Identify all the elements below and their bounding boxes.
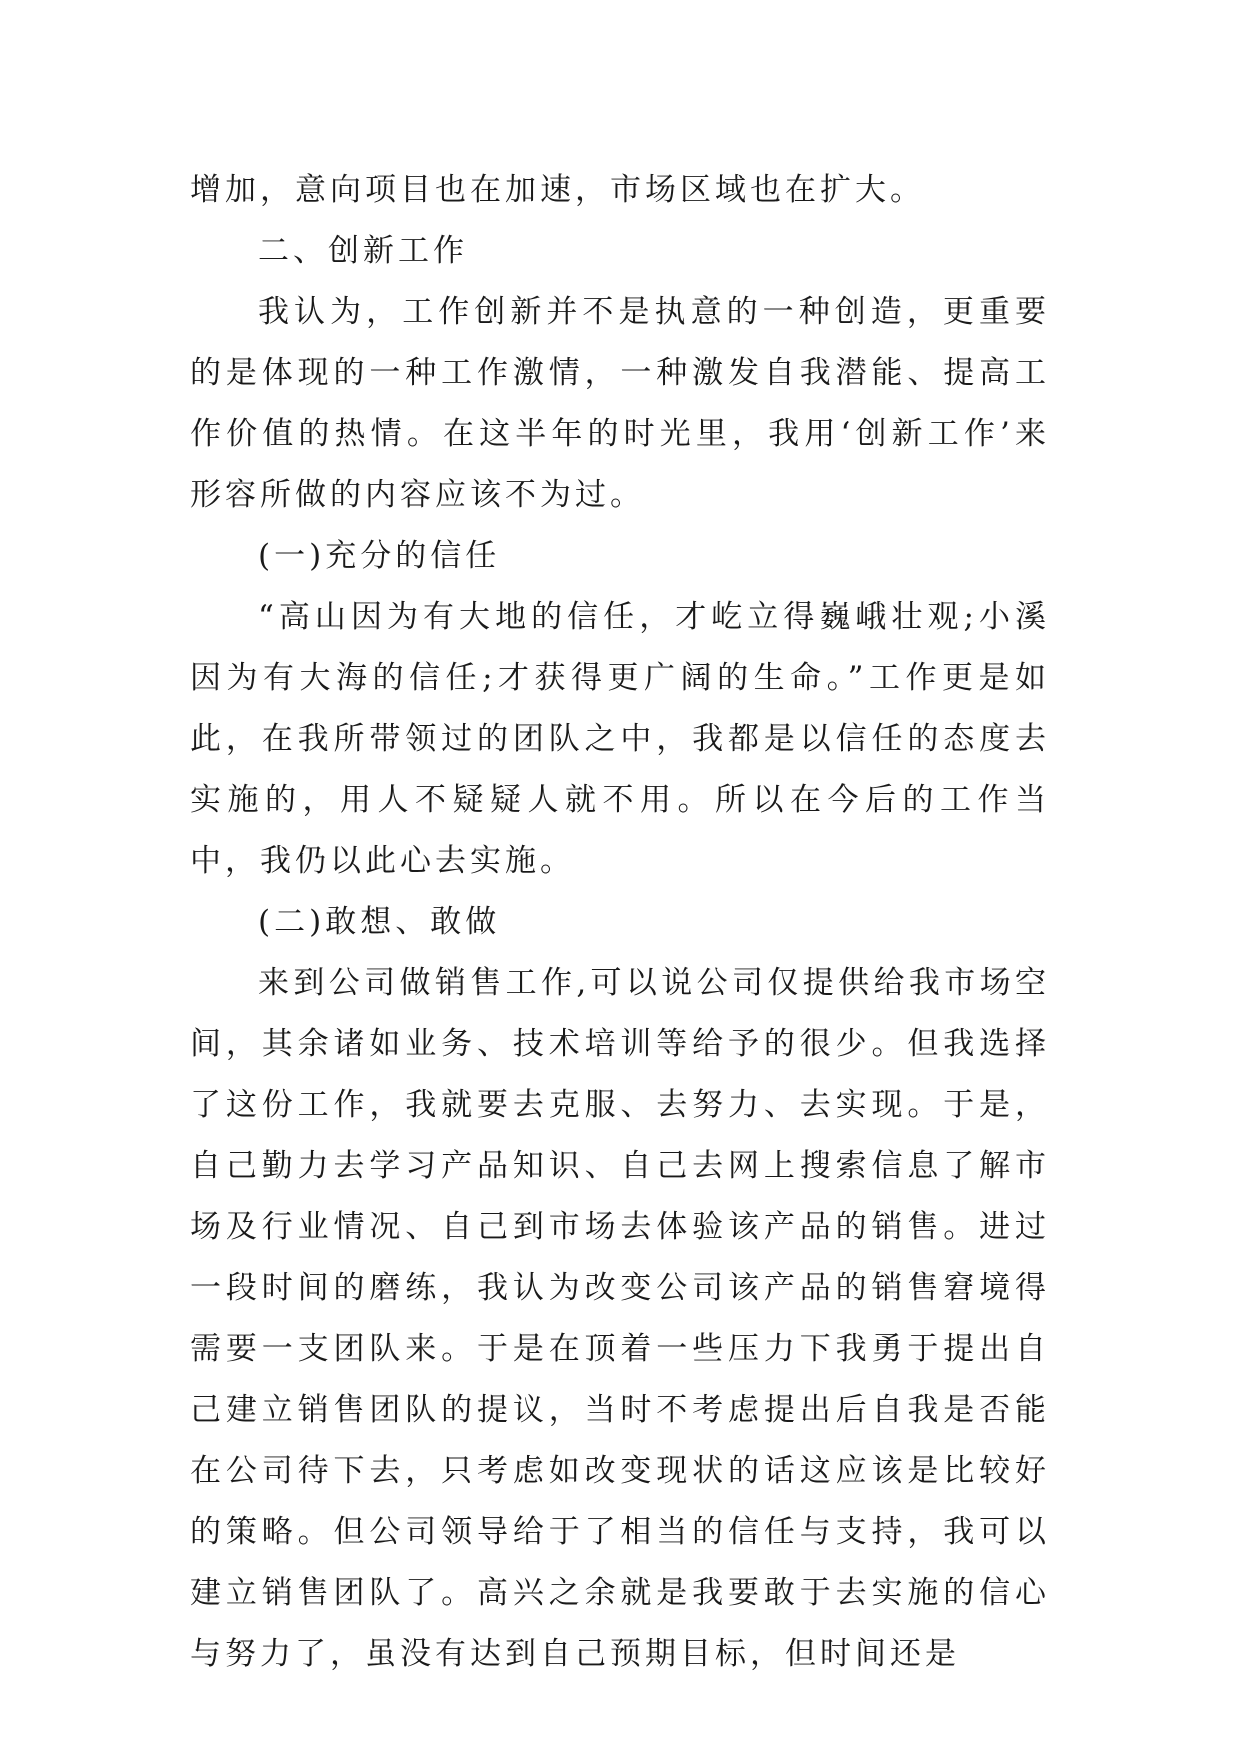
paragraph-trust: “高山因为有大地的信任，才屹立得巍峨壮观;小溪因为有大海的信任;才获得更广阔的生命。”工作更是如此，在我所带领过的团队之中，我都是以信任的态度去实施的，用人不疑疑人就不用。所以在今后的工作当中，我仍以此心去实施。 (190, 599, 1050, 879)
paragraph-continued: 增加，意向项目也在加速，市场区域也在扩大。 (190, 172, 925, 208)
document-body (190, 160, 1050, 1685)
subheading-dare: (二)敢想、敢做 (258, 904, 501, 940)
paragraph-innovation-intro: 我认为，工作创新并不是执意的一种创造，更重要的是体现的一种工作激情，一种激发自我潜能、提高工作价值的热情。在这半年的时光里，我用‘创新工作’来形容所做的内容应该不为过。 (190, 294, 1050, 513)
paragraph-dare: 来到公司做销售工作,可以说公司仅提供给我市场空间，其余诸如业务、技术培训等给予的很少。但我选择了这份工作，我就要去克服、去努力、去实现。于是，自己勤力去学习产品知识、自己去网上搜索信息了解市场及行业情况、自己到市场去体验该产品的销售。进过一段时间的磨练，我认为改变公司该产品的销售窘境得需要一支团队来。于是在顶着一些压力下我勇于提出自己建立销售团队的提议，当时不考虑提出后自我是否能在公司待下去，只考虑如改变现状的话这应该是比较好的策略。但公司领导给于了相当的信任与支持，我可以建立销售团队了。高兴之余就是我要敢于去实施的信心与努力了，虽没有达到自己预期目标，但时间还是 (190, 965, 1050, 1672)
subheading-trust: (一)充分的信任 (258, 538, 501, 574)
section-heading-innovation: 二、创新工作 (258, 233, 468, 269)
